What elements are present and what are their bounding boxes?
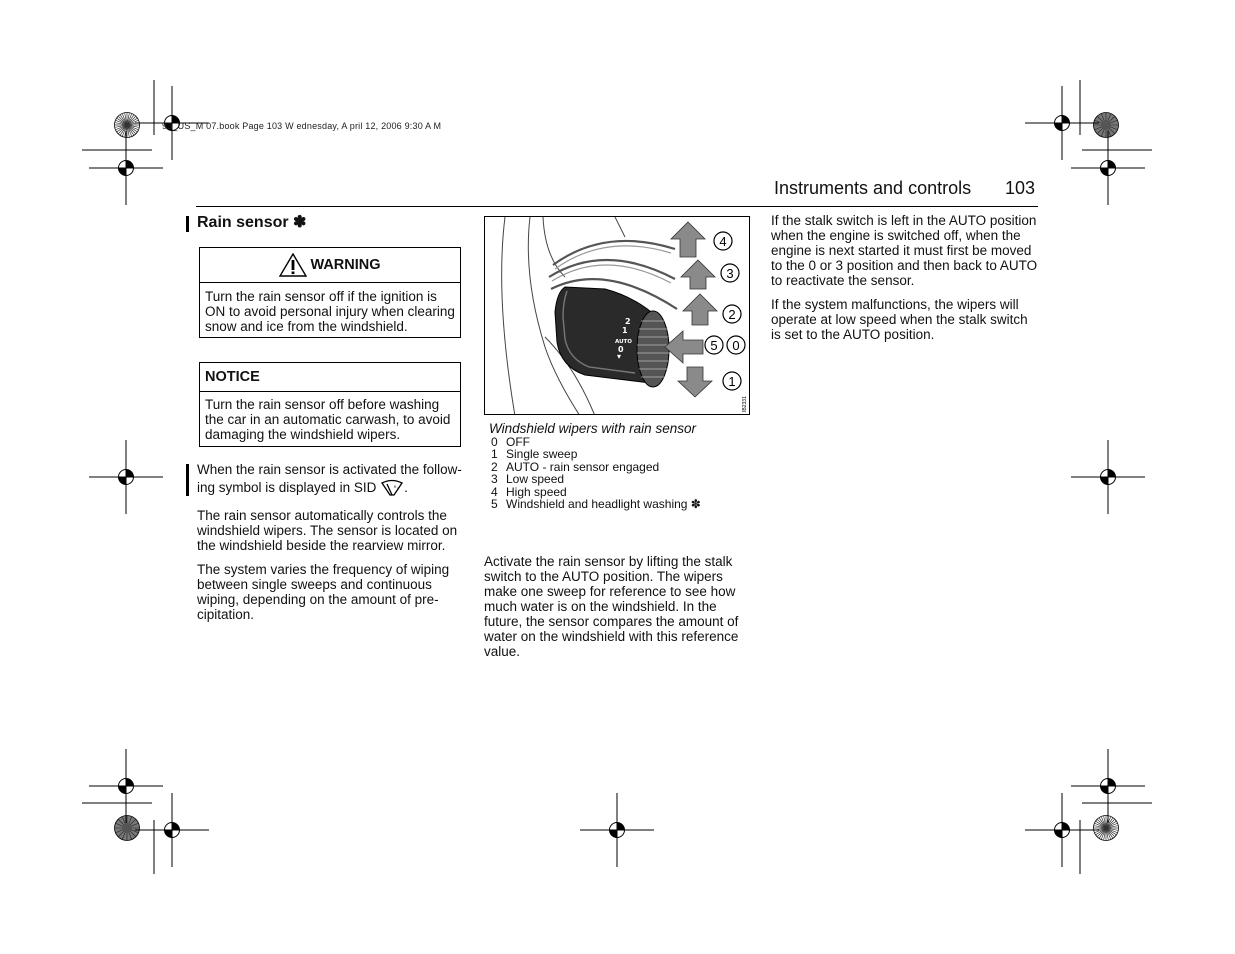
legend-text: High speed [506, 484, 567, 499]
legend-number: 1 [491, 447, 498, 462]
notice-box [199, 362, 461, 447]
header-rule [196, 206, 1038, 207]
stalk-label-2: 2 [625, 317, 631, 326]
sid-text-end: . [404, 480, 408, 495]
legend-text: Single sweep [506, 447, 578, 462]
left-column [197, 462, 465, 631]
legend-text: Low speed [506, 472, 565, 487]
paragraph-activate: Activate the rain sensor by lifting the stalk switch to the AUTO position. The wipers make one sweep for reference to see how much water is on the windshield. In the future, the sensor compares the amount of water on the windshield with this reference value. [484, 554, 739, 659]
callout-5: 5 [710, 338, 718, 353]
legend-number: 0 [491, 435, 498, 449]
callout-1: 1 [728, 374, 736, 389]
warning-box [199, 247, 461, 338]
paragraph-auto-reset: If the stalk switch is left in the AUTO position when the engine is switched off, when the engine is next started it must first be moved to the 0 or 3 position and then back to AUTO to reactivate the sensor. [771, 213, 1038, 288]
warning-triangle-icon [279, 253, 307, 277]
section-title-text: Rain sensor [197, 214, 289, 231]
legend-text: OFF [506, 435, 530, 449]
legend-text: Windshield and headlight washing ✽ [506, 497, 701, 512]
rain-sensor-icon [380, 479, 404, 497]
figure-caption: Windshield wipers with rain sensor [489, 421, 696, 436]
wiper-stalk-illustration [485, 217, 750, 415]
paragraph-frequency: The system varies the frequency of wiping between single sweeps and continuous wiping, depending on the amount of pre-cipitation. [197, 562, 450, 622]
notice-text: Turn the rain sensor off before washing the car in an automatic carwash, to avoid damaging the windshield wipers. [205, 397, 451, 442]
middle-column [484, 554, 750, 668]
callout-2: 2 [728, 307, 736, 322]
callout-4: 4 [719, 234, 727, 249]
paragraph-malfunction: If the system malfunctions, the wipers will operate at low speed when the stalk switch is set to the AUTO position. [771, 297, 1028, 342]
change-bar [186, 464, 189, 496]
notice-label: NOTICE [205, 369, 260, 385]
warning-text: Turn the rain sensor off if the ignition is ON to avoid personal injury when clearing snow and ice from the windshield. [205, 289, 455, 334]
running-header-title: Instruments and controls [774, 178, 972, 198]
option-symbol: ✽ [293, 214, 307, 231]
legend-number: 5 [491, 497, 498, 512]
legend-text: AUTO - rain sensor engaged [506, 459, 660, 474]
warning-header [200, 248, 460, 283]
sid-text-1: When the rain sensor is activated the follow- [197, 462, 462, 477]
callout-0: 0 [732, 338, 740, 353]
image-code: IB2331 [742, 396, 748, 412]
legend-number: 4 [491, 484, 498, 499]
section-title [197, 212, 306, 232]
warning-label: WARNING [310, 257, 381, 273]
legend-number: 2 [491, 459, 498, 474]
print-slug: 93_US_M 07.book Page 103 W ednesday, A pril 12, 2006 9:30 A M [162, 121, 442, 131]
stalk-label-down: ▾ [617, 352, 622, 361]
notice-header [200, 363, 460, 392]
wiper-stalk-figure [484, 216, 750, 415]
stalk-label-1: 1 [622, 326, 628, 335]
stalk-label-0: 0 [618, 345, 624, 354]
legend-number: 3 [491, 472, 498, 487]
paragraph-automatic-control: The rain sensor automatically controls the windshield wipers. The sensor is located on the windshield beside the rearview mirror. [197, 508, 458, 553]
page-number: 103 [1005, 178, 1036, 198]
legend-item [491, 498, 701, 510]
right-column [771, 213, 1039, 351]
stalk-label-auto: AUTO [615, 339, 632, 345]
change-bar [186, 216, 189, 232]
figure-legend [491, 436, 701, 510]
sid-text-2: ing symbol is displayed in SID [197, 480, 377, 495]
sid-paragraph [197, 462, 465, 499]
callout-3: 3 [726, 266, 734, 281]
